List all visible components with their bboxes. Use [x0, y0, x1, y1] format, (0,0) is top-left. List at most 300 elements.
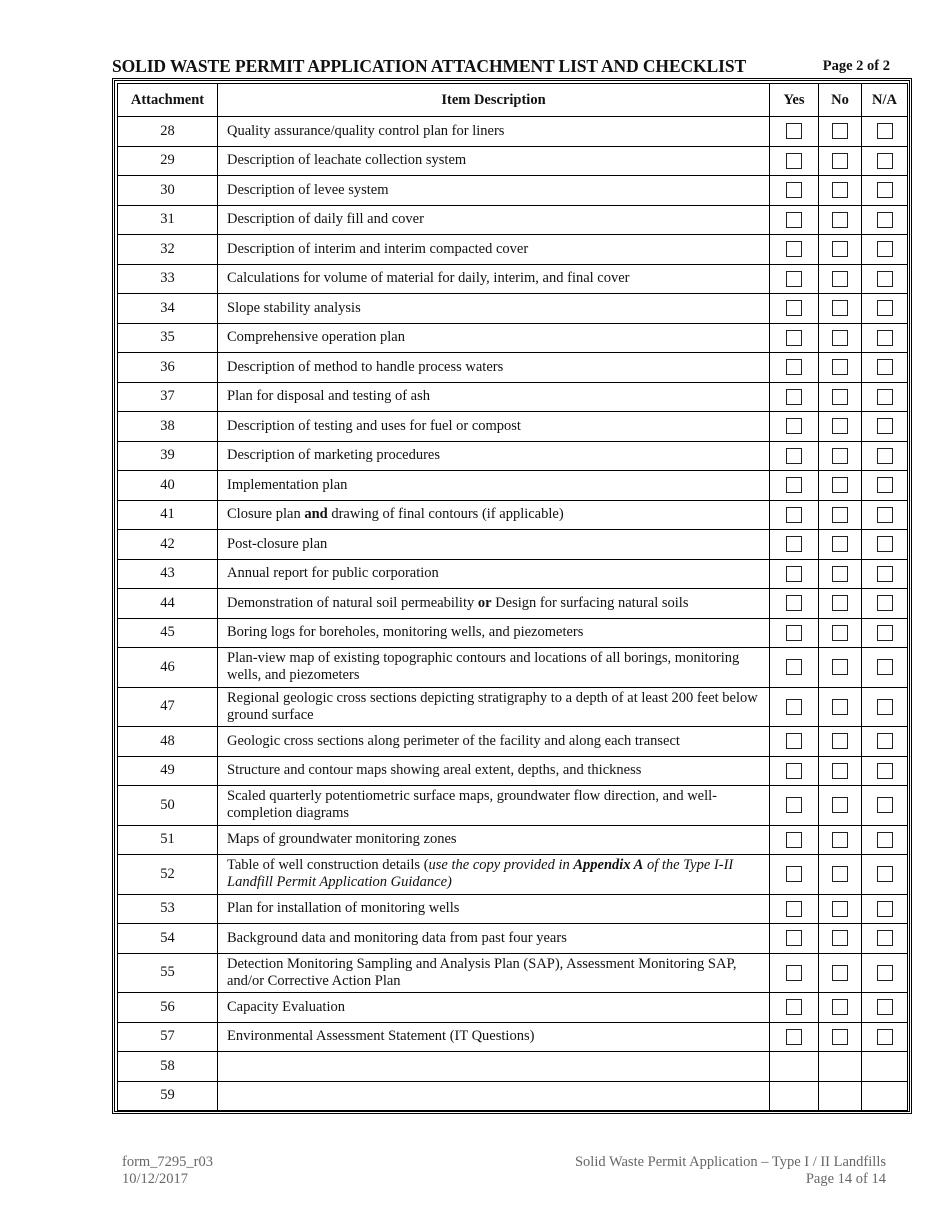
cell-yes [770, 1022, 819, 1052]
cell-na [862, 1081, 908, 1111]
cell-yes [770, 855, 819, 895]
table-row [118, 618, 908, 648]
cell-na [862, 500, 908, 530]
yes-checkbox[interactable] [786, 271, 802, 287]
attachment-number: 35 [118, 323, 218, 353]
attachment-number: 36 [118, 353, 218, 383]
cell-yes [770, 648, 819, 688]
table-row [118, 1081, 908, 1111]
cell-na [862, 441, 908, 471]
attachment-number: 33 [118, 264, 218, 294]
item-description: Implementation plan [218, 471, 770, 501]
attachment-number: 48 [118, 727, 218, 757]
na-checkbox[interactable] [877, 241, 893, 257]
cell-no [819, 855, 862, 895]
cell-yes [770, 117, 819, 147]
cell-na [862, 264, 908, 294]
attachment-number: 59 [118, 1081, 218, 1111]
header-attachment: Attachment [118, 84, 218, 117]
cell-na [862, 618, 908, 648]
form-date: 10/12/2017 [122, 1171, 189, 1187]
cell-no [819, 205, 862, 235]
yes-checkbox[interactable] [786, 763, 802, 779]
header-yes: Yes [770, 84, 819, 117]
cell-no [819, 176, 862, 206]
cell-no [819, 687, 862, 727]
cell-no [819, 727, 862, 757]
table-row [118, 756, 908, 786]
yes-checkbox[interactable] [786, 330, 802, 346]
yes-checkbox[interactable] [786, 595, 802, 611]
cell-na [862, 117, 908, 147]
cell-na [862, 559, 908, 589]
cell-yes [770, 176, 819, 206]
cell-no [819, 264, 862, 294]
yes-checkbox[interactable] [786, 153, 802, 169]
cell-na [862, 953, 908, 993]
description-fragment: Closure plan [227, 506, 305, 523]
no-checkbox[interactable] [832, 389, 848, 405]
table-row [118, 323, 908, 353]
item-description: Background data and monitoring data from past four years [218, 924, 770, 954]
header-na: N/A [862, 84, 908, 117]
yes-checkbox[interactable] [786, 507, 802, 523]
attachment-number: 42 [118, 530, 218, 560]
cell-no [819, 1081, 862, 1111]
item-description: Comprehensive operation plan [218, 323, 770, 353]
cell-no [819, 894, 862, 924]
table-row [118, 1022, 908, 1052]
cell-yes [770, 953, 819, 993]
attachment-number: 29 [118, 146, 218, 176]
cell-yes [770, 412, 819, 442]
no-checkbox[interactable] [832, 448, 848, 464]
table-row [118, 353, 908, 383]
yes-checkbox[interactable] [786, 965, 802, 981]
table-row [118, 264, 908, 294]
no-checkbox[interactable] [832, 763, 848, 779]
na-checkbox[interactable] [877, 507, 893, 523]
cell-no [819, 235, 862, 265]
yes-checkbox[interactable] [786, 659, 802, 675]
table-row [118, 727, 908, 757]
attachment-number: 34 [118, 294, 218, 324]
item-description: Post-closure plan [218, 530, 770, 560]
cell-no [819, 412, 862, 442]
cell-no [819, 1052, 862, 1082]
cell-na [862, 894, 908, 924]
na-checkbox[interactable] [877, 566, 893, 582]
yes-checkbox[interactable] [786, 733, 802, 749]
no-checkbox[interactable] [832, 797, 848, 813]
cell-yes [770, 589, 819, 619]
item-description: Description of method to handle process waters [218, 353, 770, 383]
item-description: Boring logs for boreholes, monitoring wells, and piezometers [218, 618, 770, 648]
cell-no [819, 530, 862, 560]
description-fragment: Table of well construction details ( [227, 857, 429, 874]
na-checkbox[interactable] [877, 300, 893, 316]
cell-no [819, 648, 862, 688]
cell-na [862, 786, 908, 826]
na-checkbox[interactable] [877, 123, 893, 139]
cell-no [819, 323, 862, 353]
na-checkbox[interactable] [877, 965, 893, 981]
na-checkbox[interactable] [877, 212, 893, 228]
yes-checkbox[interactable] [786, 477, 802, 493]
item-description: Detection Monitoring Sampling and Analysis Plan (SAP), Assessment Monitoring SAP, and/or Corrective Action Plan [218, 953, 770, 993]
table-row [118, 953, 908, 993]
cell-no [819, 353, 862, 383]
cell-na [862, 412, 908, 442]
attachment-number: 57 [118, 1022, 218, 1052]
cell-yes [770, 825, 819, 855]
no-checkbox[interactable] [832, 123, 848, 139]
table-row [118, 993, 908, 1023]
attachment-number: 53 [118, 894, 218, 924]
cell-na [862, 353, 908, 383]
table-row [118, 412, 908, 442]
no-checkbox[interactable] [832, 507, 848, 523]
item-description: Scaled quarterly potentiometric surface maps, groundwater flow direction, and well-completion diagrams [218, 786, 770, 826]
no-checkbox[interactable] [832, 901, 848, 917]
yes-checkbox[interactable] [786, 241, 802, 257]
cell-yes [770, 559, 819, 589]
attachment-number: 30 [118, 176, 218, 206]
cell-na [862, 382, 908, 412]
footer-left [122, 1154, 213, 1188]
table-row [118, 117, 908, 147]
table-row [118, 205, 908, 235]
attachment-number: 47 [118, 687, 218, 727]
table-row [118, 146, 908, 176]
no-checkbox[interactable] [832, 1029, 848, 1045]
na-checkbox[interactable] [877, 389, 893, 405]
item-description: Environmental Assessment Statement (IT Questions) [218, 1022, 770, 1052]
cell-no [819, 993, 862, 1023]
table-row [118, 648, 908, 688]
na-checkbox[interactable] [877, 271, 893, 287]
item-description: Description of marketing procedures [218, 441, 770, 471]
item-description [218, 1081, 770, 1111]
attachment-number: 45 [118, 618, 218, 648]
na-checkbox[interactable] [877, 1029, 893, 1045]
item-description: Slope stability analysis [218, 294, 770, 324]
cell-no [819, 1022, 862, 1052]
cell-no [819, 953, 862, 993]
cell-yes [770, 687, 819, 727]
cell-no [819, 618, 862, 648]
table-row [118, 894, 908, 924]
attachment-number: 41 [118, 500, 218, 530]
item-description [218, 855, 770, 895]
header-no: No [819, 84, 862, 117]
no-checkbox[interactable] [832, 625, 848, 641]
cell-no [819, 441, 862, 471]
attachment-number: 28 [118, 117, 218, 147]
cell-no [819, 117, 862, 147]
table-row [118, 441, 908, 471]
document-title: Solid Waste Permit Application – Type I / II Landfills [574, 1154, 886, 1170]
table-row [118, 589, 908, 619]
cell-yes [770, 441, 819, 471]
no-checkbox[interactable] [832, 733, 848, 749]
attachment-number: 46 [118, 648, 218, 688]
cell-na [862, 176, 908, 206]
no-checkbox[interactable] [832, 566, 848, 582]
cell-na [862, 756, 908, 786]
attachment-number: 50 [118, 786, 218, 826]
yes-checkbox[interactable] [786, 901, 802, 917]
na-checkbox[interactable] [877, 797, 893, 813]
item-description: Description of testing and uses for fuel or compost [218, 412, 770, 442]
cell-yes [770, 993, 819, 1023]
item-description: Plan-view map of existing topographic contours and locations of all borings, monitoring wells, and piezometers [218, 648, 770, 688]
cell-no [819, 382, 862, 412]
cell-yes [770, 294, 819, 324]
na-checkbox[interactable] [877, 477, 893, 493]
table-body [118, 117, 908, 1111]
yes-checkbox[interactable] [786, 536, 802, 552]
cell-na [862, 1052, 908, 1082]
item-description: Description of leachate collection system [218, 146, 770, 176]
no-checkbox[interactable] [832, 330, 848, 346]
no-checkbox[interactable] [832, 999, 848, 1015]
yes-checkbox[interactable] [786, 832, 802, 848]
table-row [118, 786, 908, 826]
cell-na [862, 235, 908, 265]
na-checkbox[interactable] [877, 866, 893, 882]
cell-yes [770, 353, 819, 383]
yes-checkbox[interactable] [786, 359, 802, 375]
table-row [118, 500, 908, 530]
cell-na [862, 530, 908, 560]
yes-checkbox[interactable] [786, 999, 802, 1015]
cell-na [862, 924, 908, 954]
table-row [118, 471, 908, 501]
no-checkbox[interactable] [832, 965, 848, 981]
cell-no [819, 589, 862, 619]
page-number: Page 2 of 2 [822, 58, 890, 74]
yes-checkbox[interactable] [786, 418, 802, 434]
yes-checkbox[interactable] [786, 1029, 802, 1045]
na-checkbox[interactable] [877, 763, 893, 779]
description-fragment: and [304, 506, 328, 523]
item-description: Capacity Evaluation [218, 993, 770, 1023]
attachment-number: 54 [118, 924, 218, 954]
cell-no [819, 559, 862, 589]
cell-na [862, 993, 908, 1023]
na-checkbox[interactable] [877, 182, 893, 198]
na-checkbox[interactable] [877, 330, 893, 346]
attachment-number: 38 [118, 412, 218, 442]
description-fragment: drawing of final contours (if applicable) [327, 506, 564, 523]
no-checkbox[interactable] [832, 866, 848, 882]
item-description: Description of interim and interim compacted cover [218, 235, 770, 265]
description-fragment: Demonstration of natural soil permeability [227, 594, 478, 611]
cell-na [862, 648, 908, 688]
yes-checkbox[interactable] [786, 182, 802, 198]
attachment-number: 31 [118, 205, 218, 235]
page-header [112, 56, 892, 78]
yes-checkbox[interactable] [786, 625, 802, 641]
na-checkbox[interactable] [877, 153, 893, 169]
cell-no [819, 294, 862, 324]
form-id: form_7295_r03 [122, 1154, 214, 1170]
description-fragment: of the Type I-II Landfill Permit Application Guidance) [227, 857, 734, 891]
cell-no [819, 825, 862, 855]
no-checkbox[interactable] [832, 477, 848, 493]
table-row [118, 825, 908, 855]
attachment-number: 49 [118, 756, 218, 786]
item-description: Structure and contour maps showing areal extent, depths, and thickness [218, 756, 770, 786]
table-row [118, 294, 908, 324]
yes-checkbox[interactable] [786, 300, 802, 316]
cell-yes [770, 618, 819, 648]
na-checkbox[interactable] [877, 930, 893, 946]
table-row [118, 924, 908, 954]
footer-page-number: Page 14 of 14 [805, 1171, 886, 1187]
cell-yes [770, 727, 819, 757]
item-description: Regional geologic cross sections depicting stratigraphy to a depth of at least 200 feet below ground surface [218, 687, 770, 727]
attachment-number: 43 [118, 559, 218, 589]
cell-na [862, 727, 908, 757]
yes-checkbox[interactable] [786, 389, 802, 405]
item-description: Geologic cross sections along perimeter of the facility and along each transect [218, 727, 770, 757]
no-checkbox[interactable] [832, 536, 848, 552]
description-fragment: Appendix A [573, 857, 644, 874]
yes-checkbox[interactable] [786, 866, 802, 882]
cell-yes [770, 1081, 819, 1111]
header-item-description: Item Description [218, 84, 770, 117]
item-description [218, 500, 770, 530]
table-row [118, 559, 908, 589]
attachment-number: 56 [118, 993, 218, 1023]
no-checkbox[interactable] [832, 659, 848, 675]
no-checkbox[interactable] [832, 418, 848, 434]
yes-checkbox[interactable] [786, 699, 802, 715]
cell-na [862, 205, 908, 235]
yes-checkbox[interactable] [786, 797, 802, 813]
no-checkbox[interactable] [832, 595, 848, 611]
item-description [218, 1052, 770, 1082]
item-description: Annual report for public corporation [218, 559, 770, 589]
cell-na [862, 589, 908, 619]
cell-na [862, 825, 908, 855]
na-checkbox[interactable] [877, 536, 893, 552]
cell-no [819, 924, 862, 954]
no-checkbox[interactable] [832, 241, 848, 257]
checklist-frame [112, 78, 912, 1114]
na-checkbox[interactable] [877, 659, 893, 675]
cell-na [862, 855, 908, 895]
na-checkbox[interactable] [877, 733, 893, 749]
attachment-number: 52 [118, 855, 218, 895]
cell-na [862, 687, 908, 727]
attachment-number: 32 [118, 235, 218, 265]
na-checkbox[interactable] [877, 359, 893, 375]
item-description: Plan for installation of monitoring wells [218, 894, 770, 924]
table-row [118, 530, 908, 560]
no-checkbox[interactable] [832, 359, 848, 375]
na-checkbox[interactable] [877, 999, 893, 1015]
attachment-number: 39 [118, 441, 218, 471]
cell-yes [770, 786, 819, 826]
cell-no [819, 471, 862, 501]
cell-yes [770, 530, 819, 560]
table-header-row [118, 84, 908, 117]
table-row [118, 1052, 908, 1082]
yes-checkbox[interactable] [786, 212, 802, 228]
na-checkbox[interactable] [877, 832, 893, 848]
yes-checkbox[interactable] [786, 566, 802, 582]
na-checkbox[interactable] [877, 901, 893, 917]
cell-yes [770, 894, 819, 924]
na-checkbox[interactable] [877, 625, 893, 641]
cell-na [862, 146, 908, 176]
item-description [218, 589, 770, 619]
no-checkbox[interactable] [832, 212, 848, 228]
na-checkbox[interactable] [877, 418, 893, 434]
table-row [118, 176, 908, 206]
no-checkbox[interactable] [832, 271, 848, 287]
no-checkbox[interactable] [832, 182, 848, 198]
footer-right [575, 1154, 886, 1188]
no-checkbox[interactable] [832, 832, 848, 848]
table-row [118, 235, 908, 265]
na-checkbox[interactable] [877, 595, 893, 611]
item-description: Description of levee system [218, 176, 770, 206]
attachment-number: 37 [118, 382, 218, 412]
description-fragment: Design for surfacing natural soils [491, 594, 689, 611]
no-checkbox[interactable] [832, 300, 848, 316]
cell-na [862, 1022, 908, 1052]
cell-na [862, 323, 908, 353]
description-fragment: use the copy provided in [428, 857, 574, 874]
cell-yes [770, 323, 819, 353]
cell-yes [770, 146, 819, 176]
table-row [118, 382, 908, 412]
page-title: SOLID WASTE PERMIT APPLICATION ATTACHMENT LIST AND CHECKLIST [112, 56, 747, 76]
cell-yes [770, 264, 819, 294]
na-checkbox[interactable] [877, 699, 893, 715]
yes-checkbox[interactable] [786, 448, 802, 464]
attachment-number: 51 [118, 825, 218, 855]
table-row [118, 687, 908, 727]
no-checkbox[interactable] [832, 930, 848, 946]
attachment-checklist-table [117, 83, 908, 1111]
attachment-number: 40 [118, 471, 218, 501]
cell-no [819, 500, 862, 530]
item-description: Calculations for volume of material for daily, interim, and final cover [218, 264, 770, 294]
table-row [118, 855, 908, 895]
cell-yes [770, 500, 819, 530]
na-checkbox[interactable] [877, 448, 893, 464]
attachment-number: 55 [118, 953, 218, 993]
item-description: Description of daily fill and cover [218, 205, 770, 235]
cell-yes [770, 205, 819, 235]
yes-checkbox[interactable] [786, 930, 802, 946]
description-fragment: or [477, 594, 492, 611]
attachment-number: 58 [118, 1052, 218, 1082]
cell-yes [770, 924, 819, 954]
yes-checkbox[interactable] [786, 123, 802, 139]
cell-no [819, 146, 862, 176]
no-checkbox[interactable] [832, 699, 848, 715]
cell-yes [770, 471, 819, 501]
cell-yes [770, 382, 819, 412]
cell-yes [770, 235, 819, 265]
no-checkbox[interactable] [832, 153, 848, 169]
